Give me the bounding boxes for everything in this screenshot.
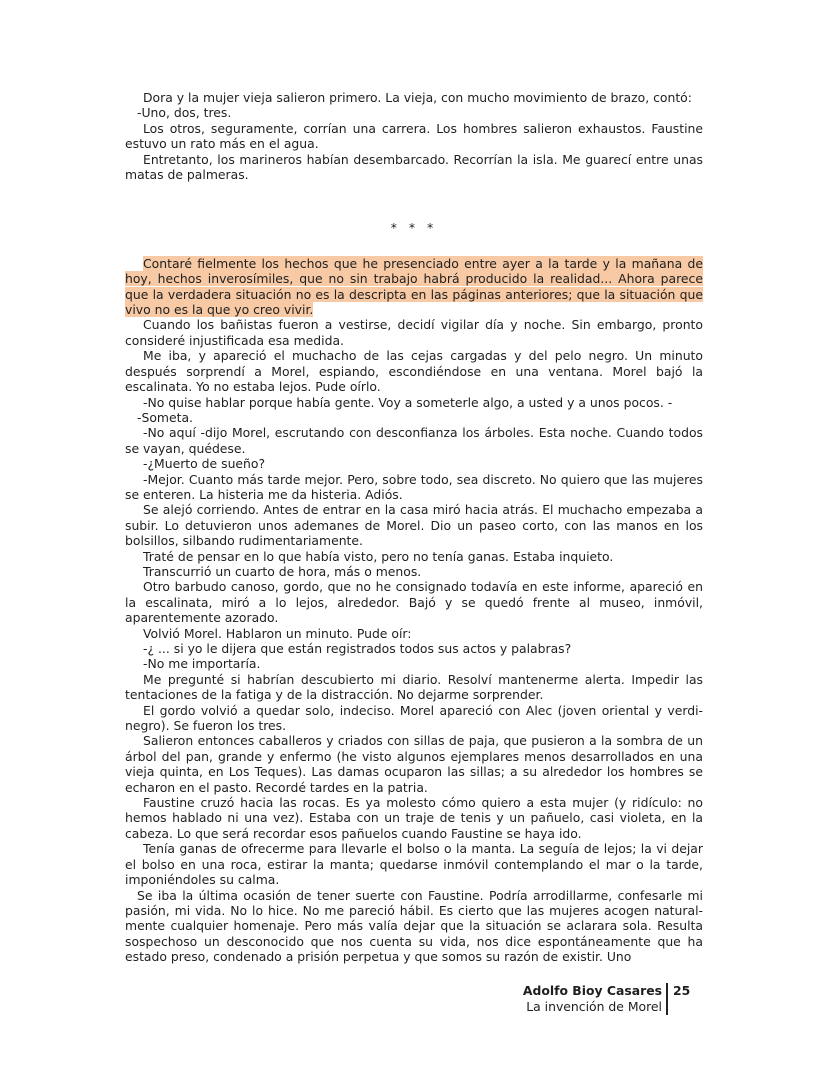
paragraph-10: -Someta.	[137, 409, 193, 425]
page-body	[125, 90, 703, 965]
paragraph-13: -Mejor. Cuanto más tarde mejor. Pero, sobre todo, sea discreto. No quiero que las mujeres se enteren. La histeria me da histeria. Adiós.	[125, 471, 703, 502]
paragraph-1: Dora y la mujer vieja salieron primero. La vieja, con mucho movimiento de brazo, contó:	[143, 90, 692, 105]
footer-book-title: La invención de Morel	[526, 999, 662, 1014]
paragraph-12: -¿Muerto de sueño?	[143, 456, 266, 472]
paragraph-8: Me iba, y apareció el muchacho de las cejas cargadas y del pelo negro. Un minuto después sorprendí a Morel, espiando, escondiéndose en una ventana. Morel bajó la escalinata. Yo no estaba lejos. Pude oírlo.	[125, 348, 703, 395]
paragraph-9: -No quise hablar porque había gente. Voy a someterle algo, a usted y a unos pocos. -	[143, 394, 673, 410]
paragraph-4: Entretanto, los marineros habían desembarcado. Recorrían la isla. Me guarecí entre unas matas de palmeras.	[125, 151, 703, 183]
paragraph-11: -No aquí -dijo Morel, escrutando con desconfianza los árboles. Esta noche. Cuando todos se vayan, quédese.	[125, 425, 703, 456]
page-footer	[523, 983, 668, 1015]
paragraph-24: Faustine cruzó hacia las rocas. Es ya molesto cómo quiero a esta mujer (y ridículo: no hemos hablado ni una vez). Estaba con un traje de tenis y un pañuelo, casi violeta, en la cabeza. Lo que será recordar esos pañuelos cuando Faustine se haya ido.	[125, 795, 703, 841]
paragraph-2: -Uno, dos, tres.	[137, 105, 232, 121]
paragraph-15: Traté de pensar en lo que había visto, pero no tenía ganas. Estaba inquieto.	[143, 548, 614, 564]
paragraph-14: Se alejó corriendo. Antes de entrar en la casa miró hacia atrás. El muchacho empezaba a subir. Lo detuvieron unos ademanes de Morel. Dio un paseo corto, con las manos en los bolsillos, silbando rudimentariamente.	[125, 502, 703, 549]
paragraph-18: Volvió Morel. Hablaron un minuto. Pude oír:	[143, 625, 412, 641]
page-number: 25	[673, 983, 691, 998]
paragraph-23: Salieron entonces caballeros y criados con sillas de paja, que pusieron a la sombra de un árbol del pan, grande y enfermo (he visto algunos ejemplares menos desarrollados en una vieja quinta, en Los Teques). Las damas ocuparon las sillas; a su alrededor los hombres se echaron en el pasto. Recordé tardes en la patria.	[125, 733, 703, 795]
paragraph-26: Se iba la última ocasión de tener suerte con Faustine. Podría arrodillarme, confesarle mi pasión, mi vida. No lo hice. No me pareció hábil. Es cierto que las mujeres acogen natural-mente cualquier homenaje. Pero más valía dejar que la situación se aclarara sola. Resulta sospechoso un desconocido que nos cuenta su vida, nos dice espontáneamente que ha estado preso, condenado a prisión perpetua y que somos su razón de existir. Uno	[125, 887, 703, 965]
paragraph-3: Los otros, seguramente, corrían una carrera. Los hombres salieron exhaustos. Faustine estuvo un rato más en el agua.	[125, 120, 703, 152]
text-highlight[interactable]: Contaré fielmente los hechos que he presenciado entre ayer a la tarde y la mañana de hoy, hechos inverosímiles, que no sin trabajo habrá producido la realidad... Ahora parece que la verdadera situación no es la descripta en las páginas anteriores; que la situación que vivo no es la que yo creo vivir.	[125, 255, 703, 318]
paragraph-17: Otro barbudo canoso, gordo, que no he consignado todavía en este informe, apareció en la escalinata, miró a lo lejos, alrededor. Bajó y se quedó frente al museo, inmóvil, aparentemente azorado.	[125, 579, 703, 626]
section-separator: * * *	[390, 220, 438, 236]
paragraph-highlighted	[125, 256, 703, 318]
paragraph-16: Transcurrió un cuarto de hora, más o menos.	[143, 563, 422, 579]
paragraph-7: Cuando los bañistas fueron a vestirse, decidí vigilar día y noche. Sin embargo, pronto consideré injustificada esa medida.	[125, 317, 703, 348]
footer-author: Adolfo Bioy Casares	[522, 983, 662, 998]
paragraph-22: El gordo volvió a quedar solo, indeciso. Morel apareció con Alec (joven oriental y verdi-negro). Se fueron los tres.	[125, 702, 703, 734]
paragraph-20: -No me importaría.	[143, 656, 261, 672]
paragraph-25: Tenía ganas de ofrecerme para llevarle el bolso o la manta. La seguía de lejos; la vi dejar el bolso en una roca, estirar la manta; quedarse inmóvil contemplando el mar o la tarde, imponiéndoles su calma.	[125, 841, 703, 888]
paragraph-19: -¿ ... si yo le dijera que están registrados todos sus actos y palabras?	[143, 641, 572, 656]
paragraph-21: Me pregunté si habrían descubierto mi diario. Resolví mantenerme alerta. Impedir las tentaciones de la fatiga y de la distracción. No dejarme sorprender.	[125, 671, 703, 703]
